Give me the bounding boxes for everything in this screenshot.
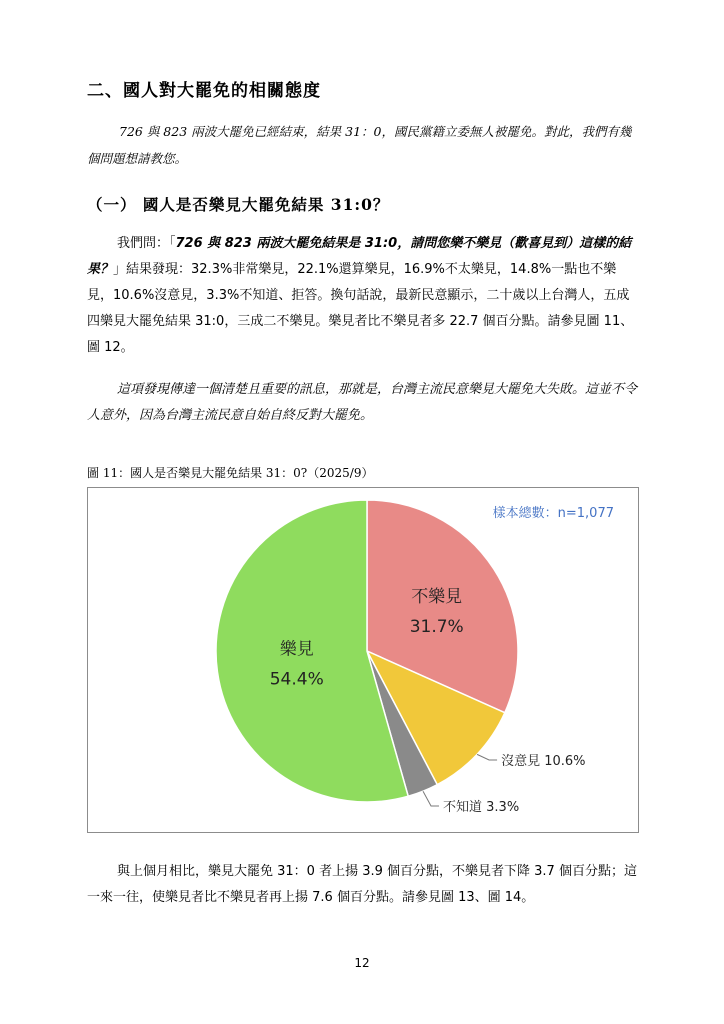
- slice-label-approve: 樂見: [279, 639, 314, 660]
- page-number: 12: [354, 956, 370, 970]
- slice-label-disapprove: 不樂見: [411, 586, 463, 607]
- para1-rest: 」結果發現：32.3%非常樂見，22.1%還算樂見，16.9%不太樂見，14.8%一點也不樂見，10.6%沒意見，3.3%不知道、拒答。換句話說，最新民意顯示，二十歲以上台灣人，五成四樂見大罷免結果 31:0，三成二不樂見。樂見者比不樂見者多 22.7 個百分點。請參見圖 11、圖 12。: [87, 262, 634, 355]
- pie-chart: [88, 488, 638, 832]
- comparison-paragraph: 與上個月相比，樂見大罷免 31：0 者上揚 3.9 個百分點，不樂見者下降 3.7 個百分點；這一來一往，使樂見者比不樂見者再上揚 7.6 個百分點。請參見圖 13、圖 14。: [87, 864, 637, 905]
- subsection-title: （一） 國人是否樂見大罷免結果 31:0？: [87, 195, 390, 214]
- slice-label-dont-know: 不知道 3.3%: [443, 800, 520, 815]
- section-title: 二、國人對大罷免的相關態度: [87, 81, 321, 101]
- leader-line-dont-know: [423, 791, 439, 806]
- survey-question: 726 與 823 兩波大罷免結果是 31:0，請問您樂不樂見（歡喜見到）這樣的結果？: [87, 236, 632, 277]
- slice-value-disapprove: 31.7%: [409, 616, 464, 637]
- slice-label-no-opinion: 沒意見 10.6%: [501, 754, 586, 769]
- intro-paragraph: 726 與 823 兩波大罷免已經結束，結果 31：0，國民黨籍立委無人被罷免。對此，我們有幾個問題想請教您。: [87, 124, 632, 166]
- sample-size-note: 樣本總數：n=1,077: [492, 506, 614, 521]
- interpretation-paragraph: 這項發現傳達一個清楚且重要的訊息，那就是，台灣主流民意樂見大罷免大失敗。這並不令人意外，因為台灣主流民意自始自終反對大罷免。: [87, 382, 638, 423]
- findings-paragraph: [87, 231, 639, 361]
- slice-value-approve: 54.4%: [269, 669, 324, 690]
- leader-line-no-opinion: [477, 754, 497, 760]
- para1-lead: 我們問：「: [117, 236, 176, 251]
- figure-caption: 圖 11：國人是否樂見大罷免結果 31：0?（2025/9）: [87, 466, 374, 480]
- pie-chart-frame: [87, 487, 639, 833]
